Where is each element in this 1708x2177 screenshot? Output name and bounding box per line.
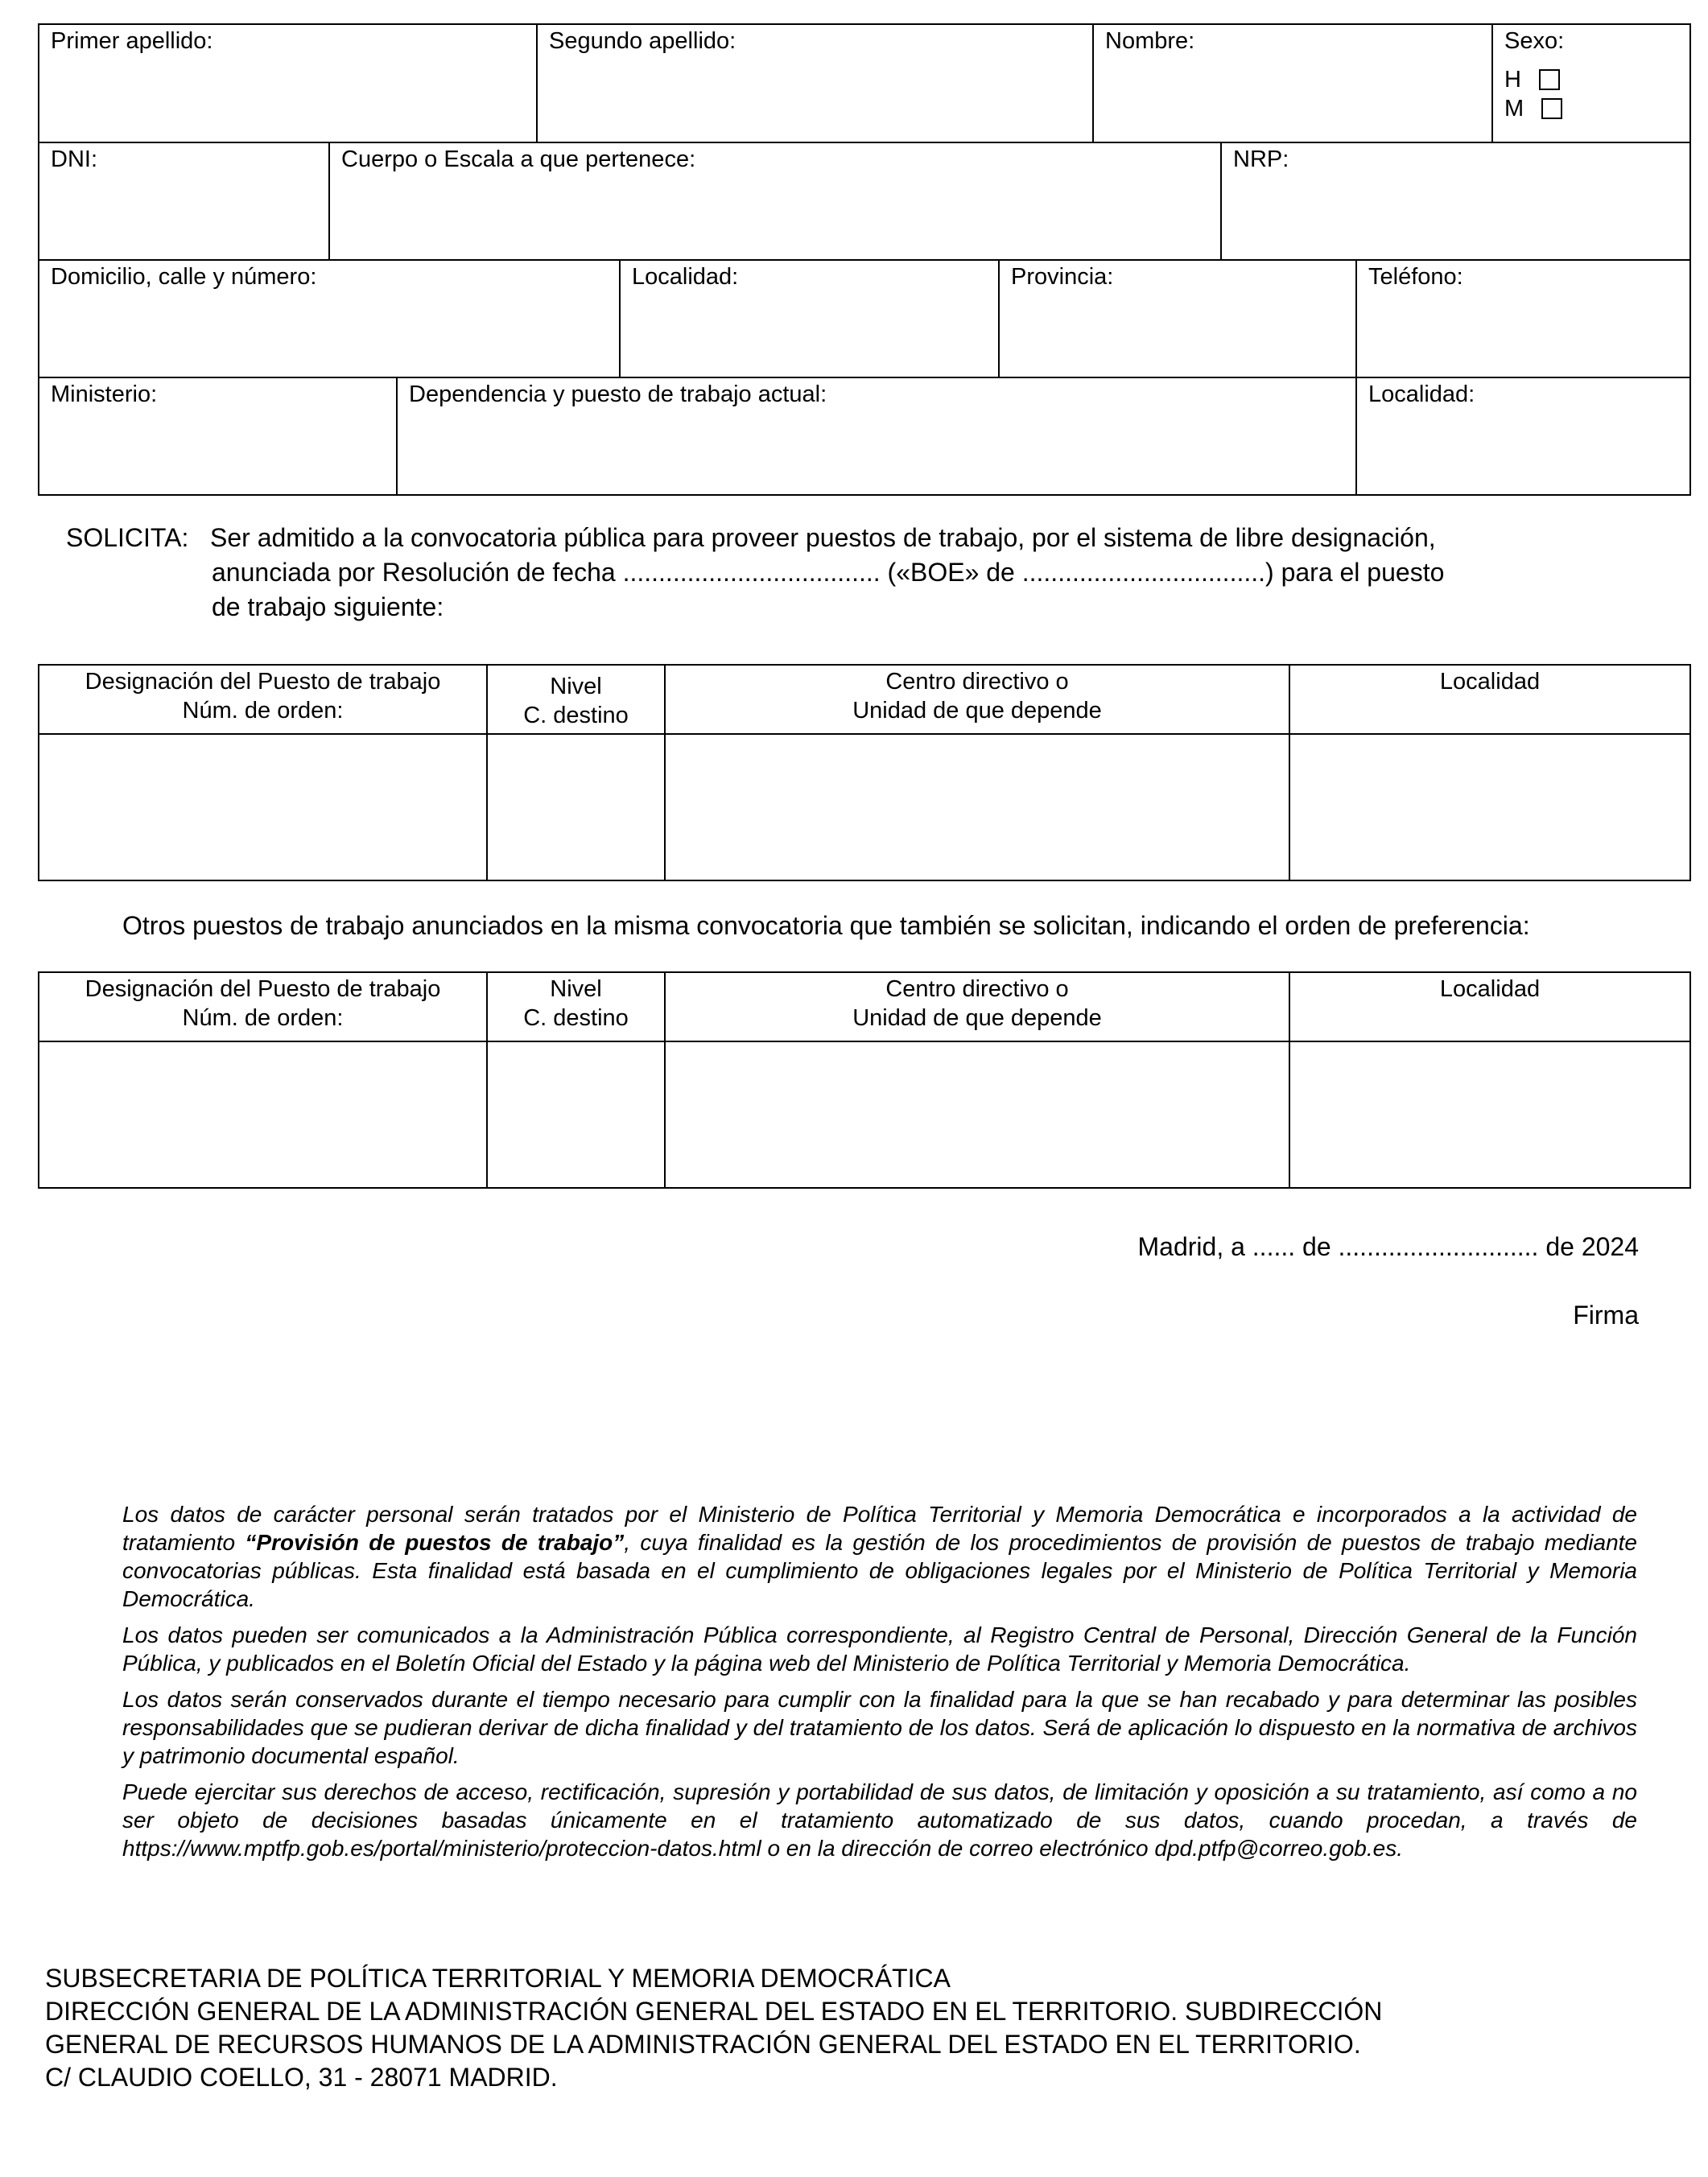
designacion-header: Designación del Puesto de trabajo Núm. de orden: (85, 976, 441, 1031)
nrp-field[interactable] (1220, 143, 1689, 259)
centro-cell[interactable] (664, 735, 1289, 880)
ministerio-label: Ministerio: (51, 381, 158, 407)
sexo-options (1504, 65, 1678, 123)
solicita-line-2: anunciada por Resolución de fecha .................................... («BOE» de ..................................) para el puesto (212, 558, 1445, 587)
sexo-m-checkbox[interactable] (1541, 98, 1562, 119)
sexo-h-checkbox[interactable] (1539, 69, 1560, 90)
firma-label: Firma (1573, 1301, 1639, 1330)
otros-puestos-table (38, 971, 1691, 1189)
nivel-header: Nivel C. destino (486, 666, 664, 733)
localidad-label: Localidad: (632, 264, 739, 290)
personal-data-grid (38, 23, 1691, 496)
primer-apellido-field[interactable] (39, 25, 536, 142)
sexo-option-h (1504, 65, 1560, 94)
sexo-m-label: M (1504, 96, 1524, 122)
provincia-field[interactable] (998, 261, 1355, 377)
solicita-body (210, 521, 1675, 625)
nivel-cell[interactable] (486, 1042, 664, 1187)
nombre-field[interactable] (1092, 25, 1491, 142)
footer-line-1: SUBSECRETARIA DE POLÍTICA TERRITORIAL Y MEMORIA DEMOCRÁTICA (45, 1964, 951, 1993)
dni-label: DNI: (51, 146, 97, 172)
domicilio-label: Domicilio, calle y número: (51, 264, 317, 290)
legal-bold-activity: “Provisión de puestos de trabajo” (245, 1530, 625, 1555)
solicita-line-1: Ser admitido a la convocatoria pública para proveer puestos de trabajo, por el sistema de libre designación, (210, 523, 1436, 552)
designacion-cell[interactable] (39, 1042, 486, 1187)
table-row (39, 735, 1689, 880)
designacion-header: Designación del Puesto de trabajo Núm. de orden: (85, 669, 441, 724)
legal-paragraph-2: Los datos pueden ser comunicados a la Administración Pública correspondiente, al Registro Central de Personal, Dirección General de la Función Pública, y publicados en el Boletín Oficial del Estado y la página web del Ministerio de Política Territorial y Memoria Democrática. (122, 1622, 1637, 1676)
footer-address (45, 1962, 1382, 2094)
nrp-label: NRP: (1233, 146, 1289, 172)
provincia-label: Provincia: (1011, 264, 1114, 290)
sexo-h-label: H (1504, 67, 1521, 93)
legal-paragraph-3: Los datos serán conservados durante el tiempo necesario para cumplir con la finalidad para la que se han recabado y para determinar las posibles responsabilidades que se pudieran derivar de dicha finalidad y del tratamiento de los datos. Será de aplicación lo dispuesto en la normativa de archivos y patrimonio documental español. (122, 1687, 1637, 1768)
cuerpo-label: Cuerpo o Escala a que pertenece: (341, 146, 696, 172)
sexo-field (1491, 25, 1689, 142)
personal-row-4 (39, 377, 1689, 494)
nombre-label: Nombre: (1105, 28, 1195, 54)
footer-line-4: C/ CLAUDIO COELLO, 31 - 28071 MADRID. (45, 2063, 558, 2092)
cuerpo-field[interactable] (328, 143, 1220, 259)
telefono-label: Teléfono: (1368, 264, 1463, 290)
nivel-cell[interactable] (486, 735, 664, 880)
solicita-line-3: de trabajo siguiente: (212, 592, 444, 621)
sexo-label: Sexo: (1504, 28, 1565, 54)
table-row (39, 1042, 1689, 1187)
legal-paragraph-1: Los datos de carácter personal serán tratados por el Ministerio de Política Territorial y Memoria Democrática e incorporados a la actividad de tratamiento “Provisión de puestos de trabajo”, cuya finalidad es la gestión de los procedimientos de provisión de puestos de trabajo mediante convocatorias públicas. Esta finalidad está basada en el cumplimiento de obligaciones legales por el Ministerio de Política Territorial y Memoria Democrática. (122, 1502, 1637, 1611)
primer-apellido-label: Primer apellido: (51, 28, 213, 54)
ministerio-field[interactable] (39, 378, 396, 494)
localidad-actual-field[interactable] (1355, 378, 1689, 494)
designacion-cell[interactable] (39, 735, 486, 880)
nivel-header: Nivel C. destino (486, 973, 664, 1041)
localidad-cell[interactable] (1289, 1042, 1689, 1187)
sexo-option-m (1504, 94, 1562, 123)
legal-paragraph-4: Puede ejercitar sus derechos de acceso, rectificación, supresión y portabilidad de sus datos, de limitación y oposición a su tratamiento, así como a no ser objeto de decisiones basadas únicamente en el tratamiento automatizado de sus datos, cuando procedan, a través de https://www.mptfp.gob.es/portal/ministerio/proteccion-datos.html o en la dirección de correo electrónico dpd.ptfp@correo.gob.es. (122, 1779, 1637, 1861)
footer-line-3: GENERAL DE RECURSOS HUMANOS DE LA ADMINISTRACIÓN GENERAL DEL ESTADO EN EL TERRITORIO. (45, 2030, 1361, 2059)
footer-line-2: DIRECCIÓN GENERAL DE LA ADMINISTRACIÓN GENERAL DEL ESTADO EN EL TERRITORIO. SUBDIRECCIÓN (45, 1997, 1383, 2026)
personal-row-2 (39, 142, 1689, 259)
localidad-actual-label: Localidad: (1368, 381, 1475, 407)
localidad-cell[interactable] (1289, 735, 1689, 880)
table-header (39, 973, 1689, 1042)
segundo-apellido-label: Segundo apellido: (549, 28, 736, 54)
centro-cell[interactable] (664, 1042, 1289, 1187)
telefono-field[interactable] (1355, 261, 1689, 377)
dependencia-label: Dependencia y puesto de trabajo actual: (409, 381, 827, 407)
localidad-header: Localidad (1289, 973, 1689, 1041)
centro-header: Centro directivo o Unidad de que depende (664, 666, 1289, 733)
personal-row-3 (39, 259, 1689, 377)
localidad-field[interactable] (619, 261, 998, 377)
puesto-solicitado-table (38, 664, 1691, 881)
data-protection-notice (122, 1500, 1637, 1870)
localidad-header: Localidad (1289, 666, 1689, 733)
table-header (39, 666, 1689, 735)
centro-header: Centro directivo o Unidad de que depende (664, 973, 1289, 1041)
personal-row-1 (39, 25, 1689, 142)
segundo-apellido-field[interactable] (536, 25, 1092, 142)
solicita-lead: SOLICITA: (66, 523, 189, 552)
otros-puestos-text: Otros puestos de trabajo anunciados en la misma convocatoria que también se solicitan, indicando el orden de preferencia: (122, 911, 1530, 940)
dependencia-field[interactable] (396, 378, 1355, 494)
domicilio-field[interactable] (39, 261, 619, 377)
dni-field[interactable] (39, 143, 328, 259)
fecha-line: Madrid, a ...... de ............................ de 2024 (1137, 1232, 1639, 1261)
